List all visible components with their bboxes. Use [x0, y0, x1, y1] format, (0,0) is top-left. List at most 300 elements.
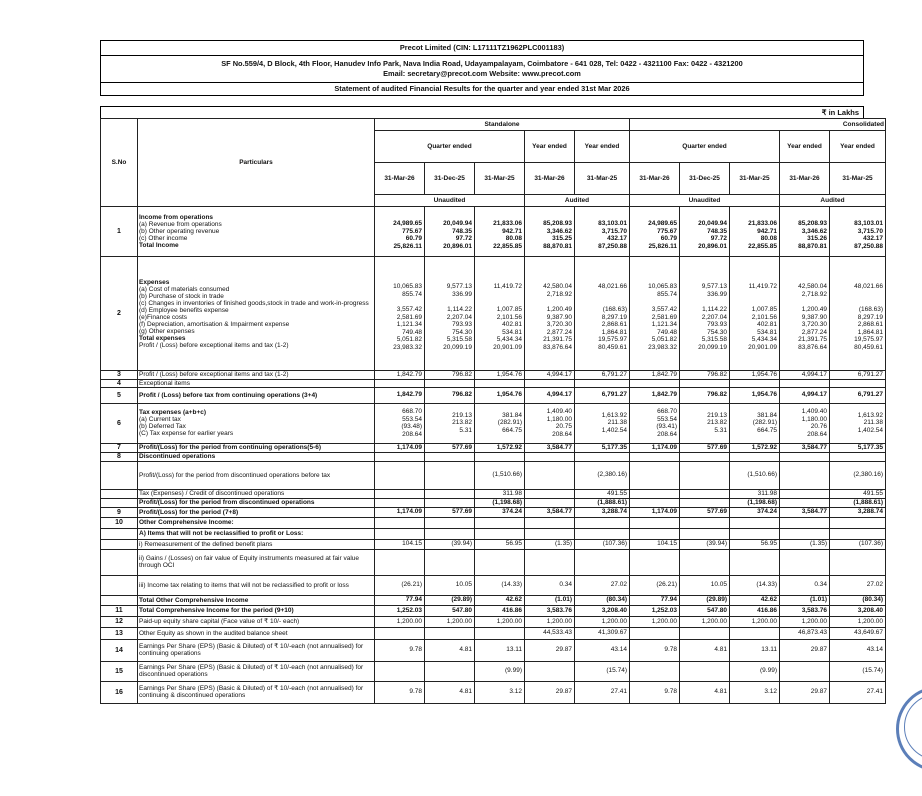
row-particulars: [138, 539, 375, 549]
value-cell: [630, 498, 680, 507]
value-cell: [680, 528, 730, 539]
particular-line: Profit / (Loss) before exceptional items and tax (1-2): [139, 341, 289, 349]
particular-line: Total Income: [139, 242, 179, 249]
value-cell: (14.33): [730, 575, 780, 595]
value-cell: 1,842.79: [375, 387, 425, 403]
value-cell: 44,533.43: [525, 627, 575, 639]
value-cell: 4,994.17: [525, 371, 575, 380]
value-cell: [375, 489, 425, 498]
value-cell: 4.81: [680, 639, 730, 661]
value-cell: 311.98: [730, 489, 780, 498]
company-title: Precot Limited (CIN: L17111TZ1962PLC001183): [100, 40, 864, 55]
value-cell: [525, 461, 575, 489]
period-header: 31-Mar-25: [830, 163, 886, 195]
value-cell: 20,049.94 748.35 97.72 20,896.01: [680, 207, 730, 257]
value-cell: 42,580.04 2,718.92 1,200.49 9,387.90 3,720.30 2,877.24 21,391.75 83,876.64: [525, 257, 575, 371]
value-cell: [475, 379, 525, 387]
value-cell: [730, 452, 780, 461]
particular-line: (C) Tax expense for earlier years: [139, 430, 234, 438]
sno-header: S.No: [101, 119, 138, 207]
value-cell: 3,584.77: [780, 507, 830, 517]
row-particulars: [138, 616, 375, 627]
value-cell: 796.82: [425, 387, 475, 403]
particular-line: Tax expenses (a+b+c): [139, 409, 207, 417]
value-cell: 21,833.06 942.71 80.08 22,855.85: [730, 207, 780, 257]
value-cell: [680, 489, 730, 498]
value-cell: 77.94: [630, 595, 680, 605]
value-cell: 1,572.92: [475, 443, 525, 452]
standalone-quarter-header: Quarter ended: [375, 131, 525, 163]
value-cell: (1,198.68): [475, 498, 525, 507]
row-sno: [101, 489, 138, 498]
value-cell: [525, 452, 575, 461]
value-cell: [575, 452, 630, 461]
value-cell: [830, 528, 886, 539]
period-header: 31-Mar-26: [375, 163, 425, 195]
period-header: 31-Mar-25: [575, 163, 630, 195]
value-cell: [475, 517, 525, 528]
consolidated-year-header-1: Year ended: [780, 131, 830, 163]
consolidated-audited-label: Audited: [780, 195, 886, 207]
row-particulars: [138, 489, 375, 498]
value-cell: (15.74): [575, 661, 630, 681]
value-cell: 374.24: [730, 507, 780, 517]
value-cell: [375, 461, 425, 489]
value-cell: 4,994.17: [780, 371, 830, 380]
value-cell: [525, 517, 575, 528]
table-row: [101, 452, 886, 461]
value-cell: 104.15: [630, 539, 680, 549]
value-cell: 1,200.00: [375, 616, 425, 627]
particular-line: iii) Income tax relating to items that will not be reclassified to profit or loss: [139, 581, 349, 589]
value-cell: [730, 379, 780, 387]
row-particulars: [138, 681, 375, 703]
value-cell: [425, 517, 475, 528]
standalone-header: Standalone: [375, 119, 630, 131]
value-cell: [375, 452, 425, 461]
particular-line: Profit / (Loss) before tax from continuing operations (3+4): [139, 391, 318, 399]
value-cell: (107.36): [575, 539, 630, 549]
table-row: [101, 627, 886, 639]
consolidated-unaudited-label: Unaudited: [630, 195, 780, 207]
value-cell: 11,419.72 1,007.85 2,101.56 402.81 534.81 5,434.34 20,901.09: [730, 257, 780, 371]
value-cell: 29.87: [525, 639, 575, 661]
consolidated-year-header-2: Year ended: [830, 131, 886, 163]
row-sno: 5: [101, 387, 138, 403]
value-cell: 577.69: [425, 507, 475, 517]
value-cell: 1,200.00: [830, 616, 886, 627]
value-cell: [680, 517, 730, 528]
particular-line: Total Other Comprehensive Income: [139, 596, 249, 604]
value-cell: (14.33): [475, 575, 525, 595]
row-particulars: [138, 257, 375, 371]
value-cell: [425, 379, 475, 387]
row-particulars: [138, 443, 375, 452]
value-cell: 29.87: [780, 639, 830, 661]
value-cell: 4,994.17: [525, 387, 575, 403]
row-particulars: [138, 207, 375, 257]
table-row: [101, 517, 886, 528]
value-cell: 796.82: [680, 387, 730, 403]
value-cell: [525, 549, 575, 575]
value-cell: [780, 379, 830, 387]
company-contact: Email: secretary@precot.com Website: www.precot.com: [383, 69, 581, 78]
table-row: [101, 387, 886, 403]
value-cell: 42,580.04 2,718.92 1,200.49 9,387.90 3,720.30 2,877.24 21,391.75 83,876.64: [780, 257, 830, 371]
standalone-year-header-1: Year ended: [525, 131, 575, 163]
value-cell: 1,409.40 1,180.00 20.76 208.64: [780, 403, 830, 443]
value-cell: 6,791.27: [830, 371, 886, 380]
table-row: [101, 257, 886, 371]
value-cell: 10.05: [425, 575, 475, 595]
value-cell: 3,583.76: [780, 605, 830, 616]
row-sno: [101, 595, 138, 605]
row-particulars: [138, 605, 375, 616]
value-cell: [630, 627, 680, 639]
value-cell: 1,613.92 211.38 1,402.54: [575, 403, 630, 443]
value-cell: 491.55: [575, 489, 630, 498]
value-cell: 1,200.00: [575, 616, 630, 627]
value-cell: 1,613.92 211.38 1,402.54: [830, 403, 886, 443]
table-row: [101, 595, 886, 605]
value-cell: [680, 627, 730, 639]
table-row: [101, 575, 886, 595]
period-header: 31-Dec-25: [425, 163, 475, 195]
value-cell: [830, 517, 886, 528]
standalone-year-header-2: Year ended: [575, 131, 630, 163]
value-cell: [730, 549, 780, 575]
value-cell: 1,252.03: [630, 605, 680, 616]
table-row: [101, 489, 886, 498]
value-cell: 1,954.76: [475, 371, 525, 380]
value-cell: 1,954.76: [730, 371, 780, 380]
value-cell: 56.95: [475, 539, 525, 549]
row-sno: 1: [101, 207, 138, 257]
value-cell: [525, 528, 575, 539]
table-row: [101, 528, 886, 539]
value-cell: (1,888.61): [830, 498, 886, 507]
value-cell: (9.99): [730, 661, 780, 681]
value-cell: 43.14: [830, 639, 886, 661]
particular-line: Profit / (Loss) before exceptional items and tax (1-2): [139, 371, 289, 379]
value-cell: 796.82: [425, 371, 475, 380]
consolidated-quarter-header: Quarter ended: [630, 131, 780, 163]
value-cell: (1,510.66): [475, 461, 525, 489]
value-cell: 6,791.27: [830, 387, 886, 403]
row-particulars: [138, 452, 375, 461]
value-cell: [525, 489, 575, 498]
value-cell: [425, 489, 475, 498]
value-cell: 416.86: [475, 605, 525, 616]
particular-line: Discontinued operations: [139, 453, 216, 461]
value-cell: 10.05: [680, 575, 730, 595]
particular-line: (d) Employee benefits expense: [139, 306, 229, 314]
value-cell: 83,103.01 3,715.70 432.17 87,250.88: [830, 207, 886, 257]
value-cell: [830, 452, 886, 461]
value-cell: [375, 379, 425, 387]
value-cell: 381.84 (282.91) 664.75: [730, 403, 780, 443]
value-cell: [425, 498, 475, 507]
value-cell: 381.84 (282.91) 664.75: [475, 403, 525, 443]
value-cell: (1,198.68): [730, 498, 780, 507]
value-cell: 1,174.09: [630, 507, 680, 517]
value-cell: 577.69: [680, 443, 730, 452]
value-cell: 3,584.77: [525, 507, 575, 517]
value-cell: [375, 528, 425, 539]
table-row: [101, 403, 886, 443]
value-cell: 4.81: [425, 639, 475, 661]
row-sno: [101, 498, 138, 507]
value-cell: 24,989.65 775.67 60.79 25,826.11: [375, 207, 425, 257]
value-cell: [525, 379, 575, 387]
particular-line: (a) Current tax: [139, 416, 181, 424]
particular-line: Income from operations: [139, 214, 214, 221]
standalone-audited-label: Audited: [525, 195, 630, 207]
particular-line: Tax (Expenses) / Credit of discontinued operations: [139, 490, 285, 498]
period-header: 31-Mar-25: [730, 163, 780, 195]
particular-line: Profit/(Loss) for the period (7+8): [139, 508, 239, 516]
value-cell: 20,049.94 748.35 97.72 20,896.01: [425, 207, 475, 257]
value-cell: [425, 452, 475, 461]
value-cell: 9.78: [630, 681, 680, 703]
row-sno: 10: [101, 517, 138, 528]
row-sno: 12: [101, 616, 138, 627]
row-sno: 6: [101, 403, 138, 443]
value-cell: 48,021.66 (168.63) 8,297.19 2,868.61 1,864.81 19,575.97 80,459.61: [830, 257, 886, 371]
value-cell: [630, 528, 680, 539]
value-cell: [730, 528, 780, 539]
row-sno: 14: [101, 639, 138, 661]
value-cell: 3,288.74: [575, 507, 630, 517]
value-cell: [425, 661, 475, 681]
value-cell: 311.98: [475, 489, 525, 498]
row-particulars: [138, 387, 375, 403]
value-cell: 42.62: [730, 595, 780, 605]
value-cell: 1,954.76: [730, 387, 780, 403]
particular-line: (e)Finance costs: [139, 313, 188, 321]
value-cell: 27.02: [575, 575, 630, 595]
value-cell: [680, 452, 730, 461]
value-cell: [630, 549, 680, 575]
value-cell: 547.80: [425, 605, 475, 616]
value-cell: 1,200.00: [425, 616, 475, 627]
value-cell: 9,577.13 336.99 1,114.22 2,207.04 793.93 754.30 5,315.58 20,099.19: [425, 257, 475, 371]
row-particulars: [138, 371, 375, 380]
value-cell: [375, 549, 425, 575]
value-cell: (26.21): [630, 575, 680, 595]
particular-line: (c) Other income: [139, 235, 188, 242]
particular-line: (a) Cost of materials consumed: [139, 285, 230, 293]
value-cell: [575, 379, 630, 387]
value-cell: 6,791.27: [575, 387, 630, 403]
particular-line: Total expenses: [139, 334, 186, 342]
row-particulars: [138, 661, 375, 681]
period-header: 31-Mar-26: [780, 163, 830, 195]
value-cell: 1,842.79: [630, 387, 680, 403]
row-sno: [101, 461, 138, 489]
row-sno: [101, 549, 138, 575]
table-row: [101, 616, 886, 627]
row-sno: [101, 528, 138, 539]
value-cell: (80.34): [830, 595, 886, 605]
value-cell: 1,174.09: [375, 507, 425, 517]
company-address: SF No.559/4, D Block, 4th Floor, Hanudev Info Park, Nava India Road, Udayampalayam, Coimbatore - 641 028, Tel: 0422 - 4321100 Fax: 0422 - 4321200: [221, 59, 743, 68]
value-cell: 9.78: [630, 639, 680, 661]
value-cell: [575, 528, 630, 539]
period-header: 31-Mar-26: [525, 163, 575, 195]
value-cell: [780, 498, 830, 507]
row-particulars: [138, 507, 375, 517]
value-cell: 9.78: [375, 639, 425, 661]
row-particulars: [138, 379, 375, 387]
value-cell: [730, 627, 780, 639]
row-sno: 8: [101, 452, 138, 461]
value-cell: 27.41: [830, 681, 886, 703]
particular-line: (b) Purchase of stock in trade: [139, 292, 224, 300]
particular-line: Profit/(Loss) for the period from discontinued operations: [139, 499, 315, 507]
value-cell: 85,208.93 3,346.62 315.26 88,870.81: [780, 207, 830, 257]
value-cell: 1,200.00: [475, 616, 525, 627]
row-sno: 2: [101, 257, 138, 371]
particular-line: Total Comprehensive Income for the period (9+10): [139, 607, 294, 615]
particular-line: (a) Revenue from operations: [139, 221, 222, 228]
value-cell: 0.34: [780, 575, 830, 595]
value-cell: [830, 379, 886, 387]
row-particulars: [138, 639, 375, 661]
value-cell: (2,380.16): [575, 461, 630, 489]
value-cell: 1,200.00: [630, 616, 680, 627]
value-cell: [780, 452, 830, 461]
value-cell: 3,583.76: [525, 605, 575, 616]
value-cell: 83,103.01 3,715.70 432.17 87,250.88: [575, 207, 630, 257]
period-header: 31-Mar-25: [475, 163, 525, 195]
value-cell: 219.13 213.82 5.31: [680, 403, 730, 443]
table-row: [101, 639, 886, 661]
value-cell: 668.70 553.54 (93.41) 208.64: [630, 403, 680, 443]
row-sno: 4: [101, 379, 138, 387]
value-cell: [630, 489, 680, 498]
value-cell: [375, 498, 425, 507]
value-cell: (1.35): [525, 539, 575, 549]
particular-line: Earnings Per Share (EPS) (Basic & Diluted) of ₹ 10/-each (not annualised) for discontinued operations: [139, 664, 364, 679]
value-cell: 21,833.06 942.71 80.08 22,855.85: [475, 207, 525, 257]
value-cell: 42.62: [475, 595, 525, 605]
company-address-block: [100, 55, 864, 82]
value-cell: (29.89): [425, 595, 475, 605]
value-cell: 10,065.83 855.74 3,557.42 2,581.69 1,121.34 749.48 5,051.82 23,983.32: [630, 257, 680, 371]
value-cell: 547.80: [680, 605, 730, 616]
value-cell: 3,208.40: [830, 605, 886, 616]
particulars-header: Particulars: [138, 119, 375, 207]
value-cell: [475, 627, 525, 639]
row-particulars: [138, 549, 375, 575]
table-row: [101, 605, 886, 616]
particular-line: i) Remeasurement of the defined benefit plans: [139, 540, 273, 548]
row-sno: 15: [101, 661, 138, 681]
value-cell: (2,380.16): [830, 461, 886, 489]
value-cell: [475, 528, 525, 539]
table-row: [101, 443, 886, 452]
value-cell: 56.95: [730, 539, 780, 549]
value-cell: [780, 517, 830, 528]
value-cell: 13.11: [730, 639, 780, 661]
value-cell: [780, 661, 830, 681]
value-cell: 27.02: [830, 575, 886, 595]
value-cell: 43.14: [575, 639, 630, 661]
value-cell: 24,989.65 775.67 60.79 25,826.11: [630, 207, 680, 257]
particular-line: (f) Depreciation, amortisation & Impairment expense: [139, 320, 290, 328]
particular-line: Profit/(Loss) for the period from discontinued operations before tax: [139, 471, 331, 479]
table-row: [101, 379, 886, 387]
particular-line: Other Equity as shown in the audited balance sheet: [139, 629, 288, 637]
value-cell: 46,873.43: [780, 627, 830, 639]
table-row: [101, 498, 886, 507]
value-cell: 3,288.74: [830, 507, 886, 517]
value-cell: [425, 461, 475, 489]
table-row: [101, 661, 886, 681]
table-row: [101, 549, 886, 575]
value-cell: 10,065.83 855.74 3,557.42 2,581.69 1,121.34 749.48 5,051.82 23,983.32: [375, 257, 425, 371]
value-cell: (1.35): [780, 539, 830, 549]
value-cell: [680, 379, 730, 387]
value-cell: 4.81: [680, 681, 730, 703]
value-cell: 48,021.66 (168.63) 8,297.19 2,868.61 1,864.81 19,575.97 80,459.61: [575, 257, 630, 371]
value-cell: [780, 549, 830, 575]
value-cell: (29.89): [680, 595, 730, 605]
value-cell: [575, 517, 630, 528]
value-cell: [525, 498, 575, 507]
particular-line: Paid-up equity share capital (Face value of ₹ 10/- each): [139, 618, 300, 626]
value-cell: 43,649.67: [830, 627, 886, 639]
value-cell: 3,584.77: [525, 443, 575, 452]
period-header: 31-Mar-26: [630, 163, 680, 195]
value-cell: [375, 661, 425, 681]
value-cell: 577.69: [425, 443, 475, 452]
row-particulars: [138, 517, 375, 528]
value-cell: [375, 627, 425, 639]
value-cell: 11,419.72 1,007.85 2,101.56 402.81 534.81 5,434.34 20,901.09: [475, 257, 525, 371]
value-cell: 1,572.92: [730, 443, 780, 452]
value-cell: (26.21): [375, 575, 425, 595]
row-particulars: [138, 595, 375, 605]
value-cell: [630, 452, 680, 461]
value-cell: 5,177.35: [830, 443, 886, 452]
value-cell: 1,174.09: [630, 443, 680, 452]
value-cell: 3.12: [475, 681, 525, 703]
value-cell: 219.13 213.82 5.31: [425, 403, 475, 443]
value-cell: [680, 661, 730, 681]
value-cell: [475, 549, 525, 575]
value-cell: 29.87: [525, 681, 575, 703]
value-cell: 5,177.35: [575, 443, 630, 452]
value-cell: [425, 549, 475, 575]
value-cell: 1,954.76: [475, 387, 525, 403]
row-particulars: [138, 461, 375, 489]
value-cell: 577.69: [680, 507, 730, 517]
value-cell: 77.94: [375, 595, 425, 605]
value-cell: (1,510.66): [730, 461, 780, 489]
value-cell: [630, 661, 680, 681]
particular-line: (b) Other operating revenue: [139, 228, 220, 235]
consolidated-header: Consolidated: [630, 119, 886, 131]
statement-title: Statement of audited Financial Results for the quarter and year ended 31st Mar 2026: [100, 82, 864, 96]
value-cell: 27.41: [575, 681, 630, 703]
particular-line: Exceptional items: [139, 379, 190, 387]
row-sno: 9: [101, 507, 138, 517]
table-row: [101, 461, 886, 489]
row-sno: 11: [101, 605, 138, 616]
value-cell: [630, 379, 680, 387]
